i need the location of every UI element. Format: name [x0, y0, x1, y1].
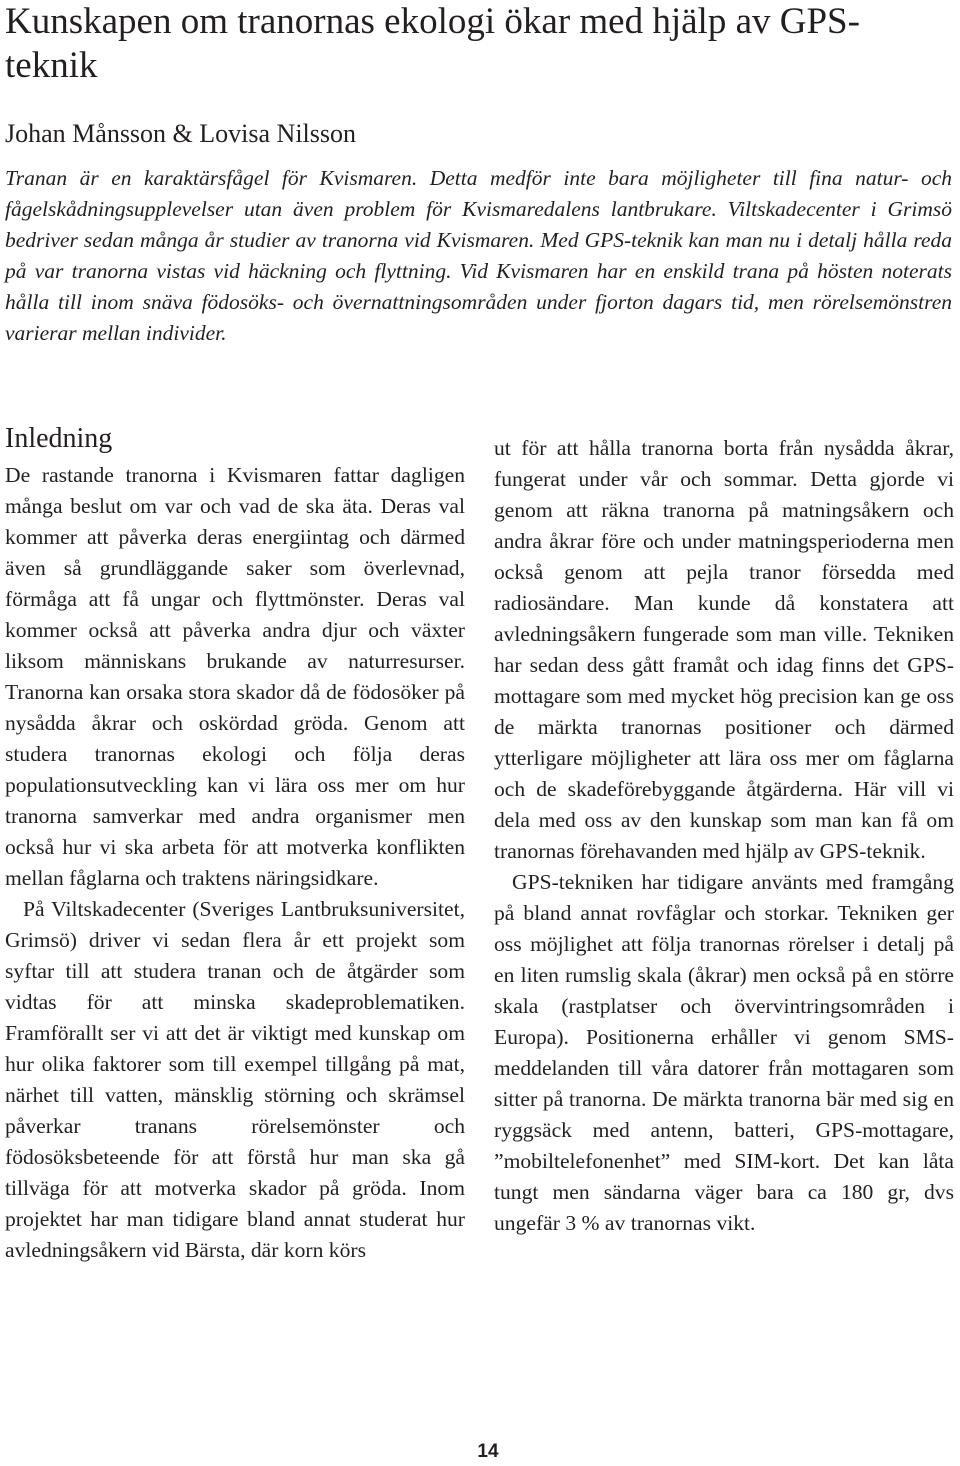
page-number: 14 [477, 1441, 499, 1462]
body-paragraph: De rastande tranorna i Kvismaren fattar dagligen många beslut om var och vad de ska äta. Deras val kommer att påverka deras energiintag och därmed även så grundläggande saker som överlevnad, förmåga att få ungar och flyttmönster. Deras val kommer också att påverka andra djur och växter liksom människans brukande av naturresurser. Tranorna kan orsaka stora skador då de födosöker på nysådda åkrar och oskördad gröda. Genom att studera tranornas ekologi och följa deras populationsutveckling kan vi lära oss mer om hur tranorna samverkar med andra organismer men också hur vi ska arbeta för att motverka konflikten mellan fåglarna och traktens näringsidkare. [5, 463, 465, 890]
right-column [494, 433, 954, 1239]
section-heading: Inledning [5, 423, 113, 454]
body-paragraph: På Viltskadecenter (Sveriges Lantbruksuniversitet, Grimsö) driver vi sedan flera år ett projekt som syftar till att studera tranan och de åtgärder som vidtas för att minska skadeproblematiken. Framförallt ser vi att det är viktigt med kunskap om hur olika faktorer som till exempel tillgång på mat, närhet till vatten, mänsklig störning och skrämsel påverkar tranans rörelsemönster och födosöksbeteende för att förstå hur man ska gå tillväga för att motverka skador på gröda. Inom projektet har man tidigare bland annat studerat hur avledningsåkern vid Bärsta, där korn körs [5, 897, 465, 1262]
article-lead: Tranan är en karaktärsfågel för Kvismaren. Detta medför inte bara möjligheter till fina natur- och fågelskådningsupplevelser utan även problem för Kvismaredalens lantbrukare. Viltskadecenter i Grimsö bedriver sedan många år studier av tranorna vid Kvismaren. Med GPS-teknik kan man nu i detalj hålla reda på var tranorna vistas vid häckning och flyttning. Vid Kvismaren har en enskild trana på hösten noterats hålla till inom snäva födosöks- och övernattningsområden under fjorton dagars tid, men rörelsemönstren varierar mellan individer. [5, 166, 952, 345]
left-column [5, 420, 465, 1266]
article-title: Kunskapen om tranornas ekologi ökar med hjälp av GPS-teknik [5, 1, 860, 86]
body-paragraph: GPS-tekniken har tidigare använts med framgång på bland annat rovfåglar och storkar. Tekniken ger oss möjlighet att följa tranornas rörelser i detalj på en liten rumslig skala (åkrar) men också på en större skala (rastplatser och övervintringsområden i Europa). Positionerna erhåller vi genom SMS-meddelanden till våra datorer från mottagaren som sitter på tranorna. De märkta tranorna bär med sig en ryggsäck med antenn, batteri, GPS-mottagare, ”mobiltelefonenhet” med SIM-kort. Det kan låta tungt men sändarna väger bara ca 180 gr, dvs ungefär 3 % av tranornas vikt. [494, 870, 954, 1235]
article-authors: Johan Månsson & Lovisa Nilsson [5, 119, 356, 148]
body-paragraph: ut för att hålla tranorna borta från nysådda åkrar, fungerat under vår och sommar. Detta gjorde vi genom att räkna tranorna på matningsåkern och andra åkrar före och under matningsperioderna men också genom att pejla tranor försedda med radiosändare. Man kunde då konstatera att avledningsåkern fungerade som man ville. Tekniken har sedan dess gått framåt och idag finns det GPS-mottagare som med mycket hög precision kan ge oss de märkta tranornas positioner och därmed ytterligare möjligheter att lära oss mer om fåglarna och de skadeförebyggande åtgärderna. Här vill vi dela med oss av den kunskap som man kan få om tranornas förehavanden med hjälp av GPS-teknik. [494, 436, 954, 863]
